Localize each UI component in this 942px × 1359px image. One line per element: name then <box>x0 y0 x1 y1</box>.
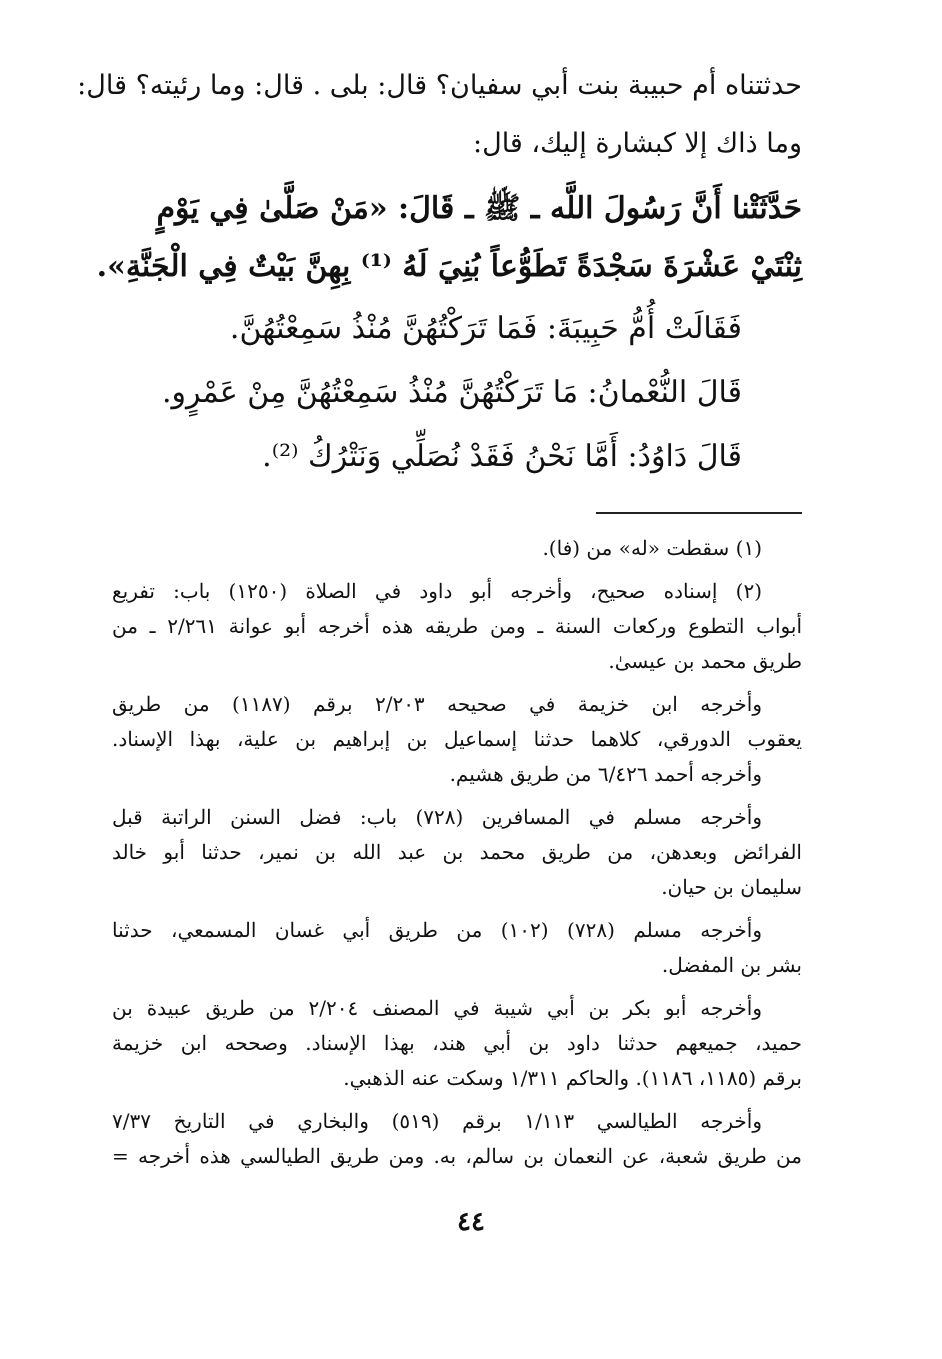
dialogue-dawud: قَالَ دَاوُدُ: أَمَّا نَحْنُ فَقَدْ نُصَلِّي وَنَتْرُكُ ⁽²⁾. <box>262 439 742 474</box>
dialogue-numan: قَالَ النُّعْمانُ: مَا تَرَكْتُهُنَّ مُنْذُ سَمِعْتُهُنَّ مِنْ عَمْرٍو. <box>161 375 742 410</box>
intro-line-1: حدثتناه أم حبيبة بنت أبي سفيان؟ قال: بلى . قال: وما رئيته؟ قال: <box>77 70 802 101</box>
intro-line-2: وما ذاك إلا كبشارة إليك، قال: <box>472 128 802 159</box>
footnote-line: بشر بن المفضل. <box>661 953 802 977</box>
hadith-line-2: ثِنْتَيْ عَشْرَةَ سَجْدَةً تَطَوُّعاً بُنِيَ لَهُ ⁽¹⁾ بِهِنَّ بَيْتٌ فِي الْجَنَّةِ». <box>96 249 802 284</box>
footnote-line: وأخرجه مسلم في المسافرين (٧٢٨) باب: فضل السنن الراتبة قبل <box>112 805 762 829</box>
footnote-separator <box>596 512 802 514</box>
footnote-line: وأخرجه أبو بكر بن أبي شيبة في المصنف ٢/٢٠٤ من طريق عبيدة بن <box>112 996 762 1020</box>
dialogue-umm-habiba: فَقَالَتْ أُمُّ حَبِيبَةَ: فَمَا تَرَكْتُهُنَّ مُنْذُ سَمِعْتُهُنَّ. <box>229 311 742 346</box>
footnote-line: أبواب التطوع وركعات السنة ـ ومن طريقه هذه أخرجه أبو عوانة ٢/٢٦١ ـ من <box>112 614 803 638</box>
hadith-line-1: حَدَّثَتْنا أَنَّ رَسُولَ اللَّه ـ ﷺ ـ قَالَ: «مَنْ صَلَّىٰ فِي يَوْمٍ <box>156 191 802 226</box>
footnote-line: سليمان بن حيان. <box>661 875 802 899</box>
footnote-line: طريق محمد بن عيسىٰ. <box>608 649 802 673</box>
footnote-line: وأخرجه أحمد ٦/٤٢٦ من طريق هشيم. <box>449 762 762 786</box>
footnote-line: وأخرجه مسلم (٧٢٨) (١٠٢) من طريق أبي غسان المسمعي، حدثنا <box>112 918 763 942</box>
footnote-line: برقم (١١٨٥، ١١٨٦). والحاكم ١/٣١١ وسكت عنه الذهبي. <box>343 1066 802 1090</box>
page-number: ٤٤ <box>457 1207 485 1237</box>
footnote-line: (١) سقطت «له» من (فا). <box>542 536 762 560</box>
footnote-line: (٢) إسناده صحيح، وأخرجه أبو داود في الصلاة (١٢٥٠) باب: تفريع <box>112 579 762 603</box>
footnote-line: الفرائض وبعدهن، من طريق محمد بن عبد الله بن نمير، حدثنا أبو خالد <box>112 840 802 864</box>
footnote-line: وأخرجه الطيالسي ١/١١٣ برقم (٥١٩) والبخاري في التاريخ ٧/٣٧ <box>112 1109 762 1133</box>
footnote-line: يعقوب الدورقي، كلاهما حدثنا إسماعيل بن إبراهيم بن علية، بهذا الإسناد. <box>112 727 802 751</box>
footnote-line: حميد، جميعهم حدثنا داود بن أبي هند، بهذا الإسناد. وصححه ابن خزيمة <box>112 1031 802 1055</box>
footnote-line: من طريق شعبة، عن النعمان بن سالم، به. ومن طريق الطيالسي هذه أخرجه = <box>112 1144 802 1168</box>
footnote-line: وأخرجه ابن خزيمة في صحيحه ٢/٢٠٣ برقم (١١٨٧) من طريق <box>112 692 762 716</box>
